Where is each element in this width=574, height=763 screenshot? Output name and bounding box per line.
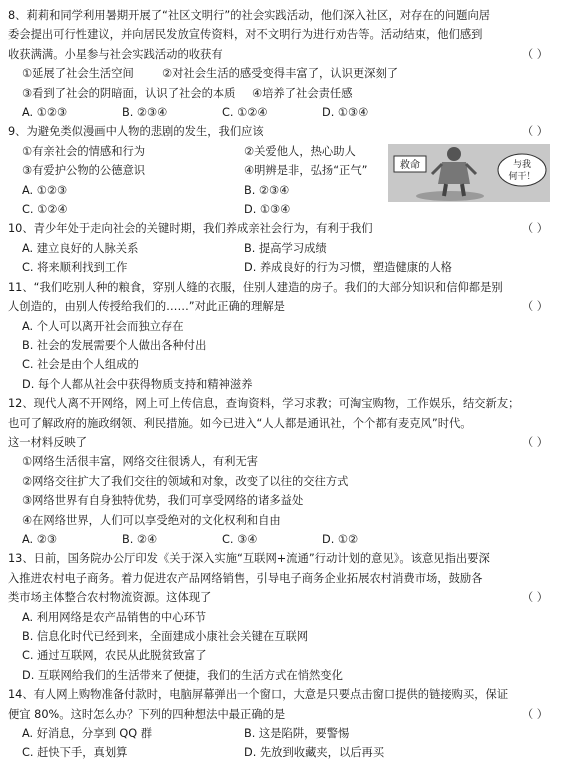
option: A. ①②③ xyxy=(22,183,68,197)
cartoon-illustration xyxy=(388,144,550,202)
option: C. 通过互联网，农民从此脱贫致富了 xyxy=(22,649,207,663)
option: D. 每个人都从社会中获得物质支持和精神滋养 xyxy=(22,377,253,391)
option: B. 提高学习成绩 xyxy=(244,241,327,255)
statement: ①网络生活很丰富，网络交往很诱人，有利无害 xyxy=(22,455,259,469)
question-text: 委会提出可行性建议，并向居民发放宣传资料，对不文明行为进行劝告等。活动结束，他们感到 xyxy=(8,28,483,42)
question-text: 13、日前，国务院办公厅印发《关于深入实施“互联网+流通”行动计划的意见》。该意见指出要深 xyxy=(8,552,490,566)
question-text: 8、莉莉和同学利用暑期开展了“社区文明行”的社会实践活动，他们深入社区，对存在的问题向居 xyxy=(8,9,491,22)
option: C. ①②④ xyxy=(222,106,268,120)
statement: ②关爱他人，热心助人 xyxy=(244,144,356,158)
answer-blank: （ ） xyxy=(521,125,548,139)
question-text: 便宜 80%。这时怎么办？下列的四种想法中最正确的是 xyxy=(8,707,286,721)
option: A. 利用网络是农产品销售的中心环节 xyxy=(22,610,207,624)
option: C. 赶快下手，真划算 xyxy=(22,746,128,760)
statement: ③看到了社会的阴暗面，认识了社会的本质 xyxy=(22,86,236,100)
question-text: 10、青少年处于走向社会的关键时期，我们养成亲社会行为，有利于我们 xyxy=(8,222,373,236)
speech-text: 与我 xyxy=(512,160,532,171)
option: D. 互联网给我们的生活带来了便捷，我们的生活方式在悄然变化 xyxy=(22,668,343,682)
statement: ④在网络世界，人们可以享受绝对的文化权利和自由 xyxy=(22,513,281,527)
question-text: 12、现代人离不开网络，网上可上传信息，查询资料，学习求教；可淘宝购物，工作娱乐，结交新友； xyxy=(8,397,520,411)
question-text: 也可了解政府的施政纲领、利民措施。如今已进入“人人都是通讯社，个个都有麦克风”时代。 xyxy=(8,416,472,430)
option: C. ①②④ xyxy=(22,203,68,217)
option: C. 社会是由个人组成的 xyxy=(22,358,139,372)
option: A. 个人可以离开社会而独立存在 xyxy=(22,319,184,333)
option: A. 好消息，分享到 QQ 群 xyxy=(22,727,153,741)
figure-head xyxy=(447,147,461,161)
statement: ④明辨是非，弘扬“正气” xyxy=(244,164,368,178)
option: A. ②③ xyxy=(22,532,57,546)
question-text: 人创造的，由别人传授给我们的……”对此正确的理解是 xyxy=(8,300,285,314)
question-11 xyxy=(8,278,560,394)
question-12 xyxy=(8,394,560,549)
option: D. 养成良好的行为习惯，塑造健康的人格 xyxy=(244,261,452,275)
statement: ④培养了社会责任感 xyxy=(252,86,353,100)
question-13 xyxy=(8,549,560,685)
option: B. 信息化时代已经到来，全面建成小康社会关键在互联网 xyxy=(22,630,309,643)
question-9 xyxy=(8,122,560,219)
option: A. 建立良好的人脉关系 xyxy=(22,241,139,255)
question-text: 这一材料反映了 xyxy=(8,435,88,449)
option: D. 先放到收藏夹，以后再买 xyxy=(244,746,385,760)
statement: ①延展了社会生活空间 xyxy=(22,67,134,81)
question-text: 收获满满。小星参与社会实践活动的收获有 xyxy=(8,47,223,61)
question-10 xyxy=(8,219,560,277)
statement: ②网络交往扩大了我们交往的领域和对象，改变了以往的交往方式 xyxy=(22,474,349,488)
option: B. 社会的发展需要个人做出各种付出 xyxy=(22,338,207,352)
option: A. ①②③ xyxy=(22,106,68,120)
answer-blank: （ ） xyxy=(521,707,548,721)
statement: ③网络世界有自身独特优势，我们可享受网络的诸多益处 xyxy=(22,494,304,508)
answer-blank: （ ） xyxy=(521,300,548,314)
question-text: 14、有人网上购物准备付款时，电脑屏幕弹出一个窗口，大意是只要点击窗口提供的链接购买，保证 xyxy=(8,688,509,702)
answer-blank: （ ） xyxy=(521,435,548,449)
answer-blank: （ ） xyxy=(521,47,548,61)
option: B. ②③④ xyxy=(122,106,168,120)
option: B. 这是陷阱，要警惕 xyxy=(244,727,350,741)
answer-blank: （ ） xyxy=(521,591,548,605)
question-text: 类市场主体整合农村物流资源。这体现了 xyxy=(8,591,212,605)
question-text: 9、为避免类似漫画中人物的悲剧的发生，我们应该 xyxy=(8,125,264,139)
statement: ③有爱护公物的公德意识 xyxy=(22,164,146,178)
option: C. ③④ xyxy=(222,532,258,546)
option: B. ②③④ xyxy=(244,183,290,197)
question-text: 入推进农村电子商务。着力促进农产品网络销售，引导电子商务企业拓展农村消费市场，鼓励各 xyxy=(8,571,483,585)
option: C. 将来顺利找到工作 xyxy=(22,261,128,275)
statement: ②对社会生活的感受变得丰富了，认识更深刻了 xyxy=(162,67,399,81)
option: B. ②④ xyxy=(122,532,158,546)
option: D. ①③④ xyxy=(244,203,291,217)
statement: ①有亲社会的情感和行为 xyxy=(22,144,146,158)
question-8 xyxy=(8,6,560,122)
answer-blank: （ ） xyxy=(521,222,548,236)
question-text: 11、“我们吃别人种的粮食，穿别人缝的衣服，住别人建造的房子。我们的大部分知识和信仰都是别 xyxy=(8,280,503,294)
option: D. ①② xyxy=(322,532,359,546)
question-14 xyxy=(8,685,560,763)
sign-left-text: 救命 xyxy=(400,160,420,172)
option: D. ①③④ xyxy=(322,106,369,120)
speech-text: 何干！ xyxy=(508,172,536,183)
